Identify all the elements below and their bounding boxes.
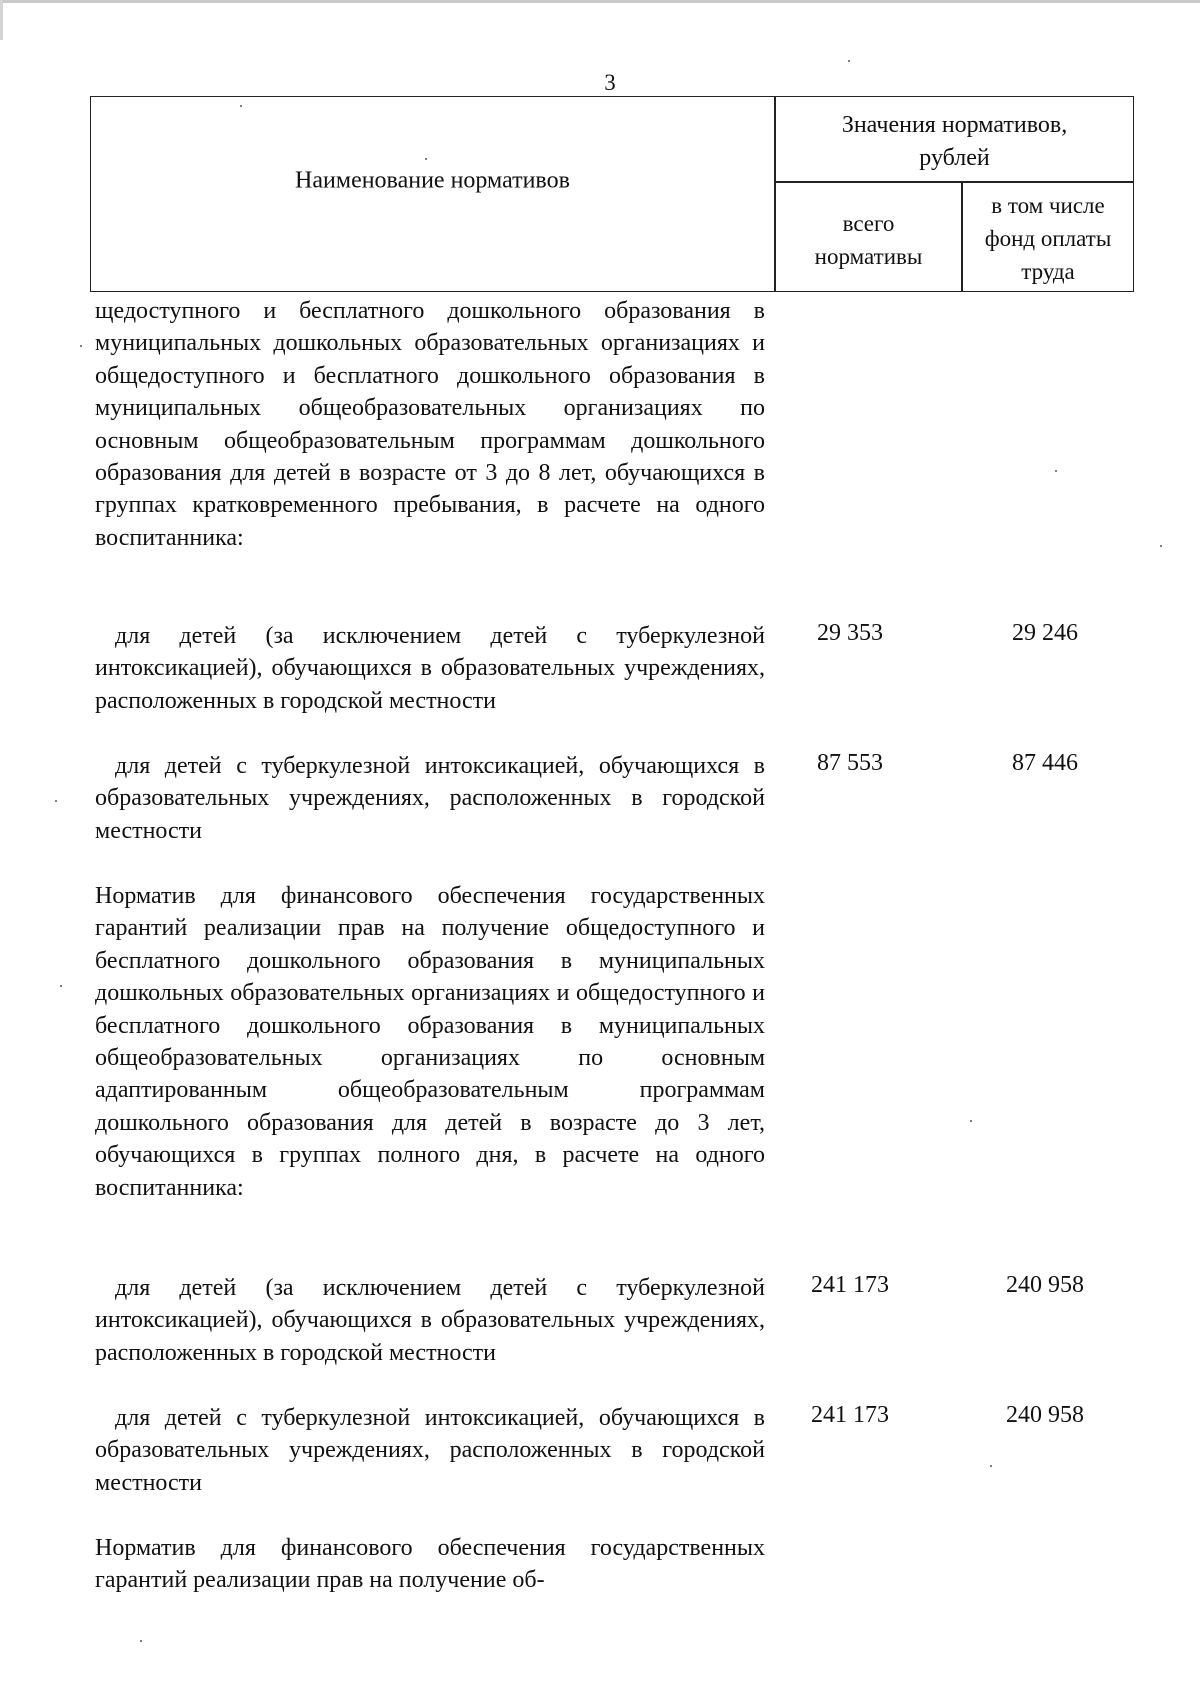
header-wage-line: фонд оплаты [984, 226, 1112, 251]
table-header [90, 96, 1134, 292]
header-wage-line: труда [1021, 259, 1075, 284]
scan-edge-left [0, 0, 3, 40]
scan-speck [55, 800, 57, 802]
header-values-line: рублей [919, 145, 990, 171]
scan-speck [425, 158, 427, 160]
total-value: 241 173 [811, 1272, 889, 1298]
scan-speck [848, 60, 850, 62]
scan-speck [990, 1465, 992, 1467]
table-row-text: Норматив для финансового обеспечения государственных гарантий реализации прав на получение об- [95, 1535, 765, 1594]
scan-speck [1055, 470, 1057, 472]
total-value: 241 173 [811, 1402, 889, 1428]
header-subdivider [774, 181, 1133, 183]
scan-speck [240, 105, 242, 107]
scan-edge [0, 0, 1200, 3]
header-name-column: Наименование нормативов [295, 167, 570, 194]
header-wage-column [963, 189, 1133, 288]
table-row-text: Норматив для финансового обеспечения государственных гарантий реализации прав на получение общедоступного и бесплатного дошкольного образования в муниципальных дошкольных образовательных организациях и общедоступного и бесплатного дошкольного образования в муниципальных общеобразовательных организациях по основным адаптированным общеобразовательным программам дошкольного образования для детей в возрасте до 3 лет, обучающихся в группах полного дня, в расчете на одного воспитанника: [95, 883, 765, 1201]
wage-value: 29 246 [1012, 620, 1078, 646]
page-number: 3 [604, 70, 616, 95]
header-total-column [776, 207, 961, 273]
table-row-text: для детей (за исключением детей с туберкулезной интоксикацией), обучающихся в образовательных учреждениях, расположенных в городской местности [95, 1275, 765, 1366]
wage-value: 240 958 [1006, 1272, 1084, 1298]
wage-value: 240 958 [1006, 1402, 1084, 1428]
scan-speck [970, 1120, 972, 1122]
scan-speck [80, 345, 82, 347]
header-wage-line: в том числе [991, 193, 1105, 218]
scan-speck [140, 1640, 142, 1642]
table-row-text: щедоступного и бесплатного дошкольного образования в муниципальных дошкольных образовательных организациях и общедоступного и бесплатного дошкольного образования в муниципальных общеобразовательных организациях по основным общеобразовательным программам дошкольного образования для детей в возрасте от 3 до 8 лет, обучающихся в группах кратковременного пребывания, в расчете на одного воспитанника: [95, 298, 765, 551]
scan-speck [60, 985, 62, 987]
header-total-line: всего [842, 211, 895, 236]
header-total-line: нормативы [814, 244, 923, 269]
header-values-line: Значения нормативов, [841, 112, 1068, 138]
total-value: 87 553 [817, 750, 883, 776]
total-value: 29 353 [817, 620, 883, 646]
scan-speck [1160, 545, 1162, 547]
header-values-column [776, 109, 1133, 175]
table-row-text: для детей (за исключением детей с туберкулезной интоксикацией), обучающихся в образовательных учреждениях, расположенных в городской местности [95, 623, 765, 714]
wage-value: 87 446 [1012, 750, 1078, 776]
table-row-text: для детей с туберкулезной интоксикацией, обучающихся в образовательных учреждениях, расположенных в городской местности [95, 753, 765, 844]
table-row-text: для детей с туберкулезной интоксикацией, обучающихся в образовательных учреждениях, расположенных в городской местности [95, 1405, 765, 1496]
